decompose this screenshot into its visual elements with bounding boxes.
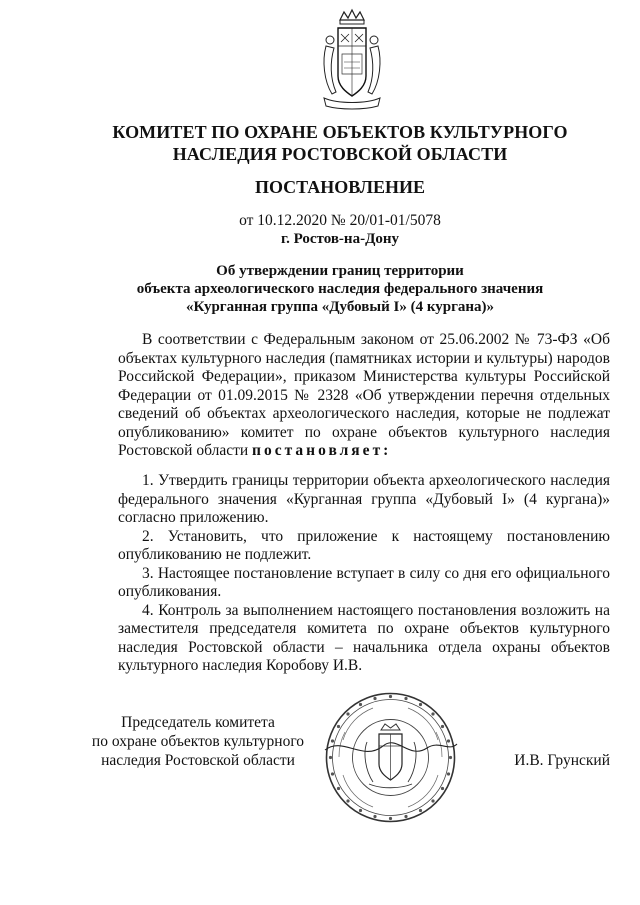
official-seal-icon — [323, 690, 458, 825]
committee-title-line-1: КОМИТЕТ ПО ОХРАНЕ ОБЪЕКТОВ КУЛЬТУРНОГО — [112, 122, 568, 142]
decree-item-1: 1. Утвердить границы территории объекта археологического наследия федерального значения «Курганная группа «Дубовый I» (4 кургана)» согласно приложению. — [118, 472, 610, 526]
subject-line-2: объекта археологического наследия федерального значения — [136, 281, 544, 297]
document-type-heading: ПОСТАНОВЛЕНИЕ — [254, 177, 426, 197]
decree-item-2: 2. Установить, что приложение к настоящему постановлению опубликованию не подлежит. — [118, 527, 610, 563]
signer-position-line-2: по охране объектов культурного — [91, 733, 305, 750]
decree-item-4: 4. Контроль за выполнением настоящего постановления возложить на заместителя председателя комитета по охране объектов культурного наследия Ростовской области – начальника отдела охраны объектов культурного наследия Коробову И.В. — [118, 601, 610, 674]
committee-title — [60, 121, 620, 165]
signer-position-line-1: Председатель комитета — [121, 714, 275, 731]
decree-item-3: 3. Настоящее постановление вступает в силу со дня его официального опубликования. — [118, 564, 610, 600]
committee-title-line-2: НАСЛЕДИЯ РОСТОВСКОЙ ОБЛАСТИ — [172, 144, 508, 164]
preamble-text: В соответствии с Федеральным законом от 25.06.2002 № 73-ФЗ «Об объектах культурного наследия (памятниках истории и культуры) народов Российской Федерации», приказом Министерства культуры Российской Федерации от 01.09.2015 № 2328 «Об утверждении перечня отдельных сведений об объектах археологического наследия, которые не подлежат опубликованию» комитет по охране объектов культурного наследия Ростовской области — [118, 331, 610, 459]
subject-line-3: «Курганная группа «Дубовый I» (4 кургана)» — [185, 299, 495, 315]
decree-subject — [60, 262, 620, 316]
coat-of-arms-icon — [318, 6, 386, 114]
preamble-paragraph — [118, 331, 610, 461]
signer-position-line-3: наследия Ростовской области — [101, 752, 295, 769]
resolves-word: постановляет: — [252, 442, 392, 459]
decree-items — [118, 472, 610, 676]
signer-position — [88, 713, 308, 770]
decree-date-number: от 10.12.2020 № 20/01-01/5078 — [239, 212, 441, 229]
signer-name: И.В. Грунский — [514, 752, 610, 769]
subject-line-1: Об утверждении границ территории — [216, 263, 464, 279]
decree-city: г. Ростов-на-Дону — [280, 231, 400, 247]
